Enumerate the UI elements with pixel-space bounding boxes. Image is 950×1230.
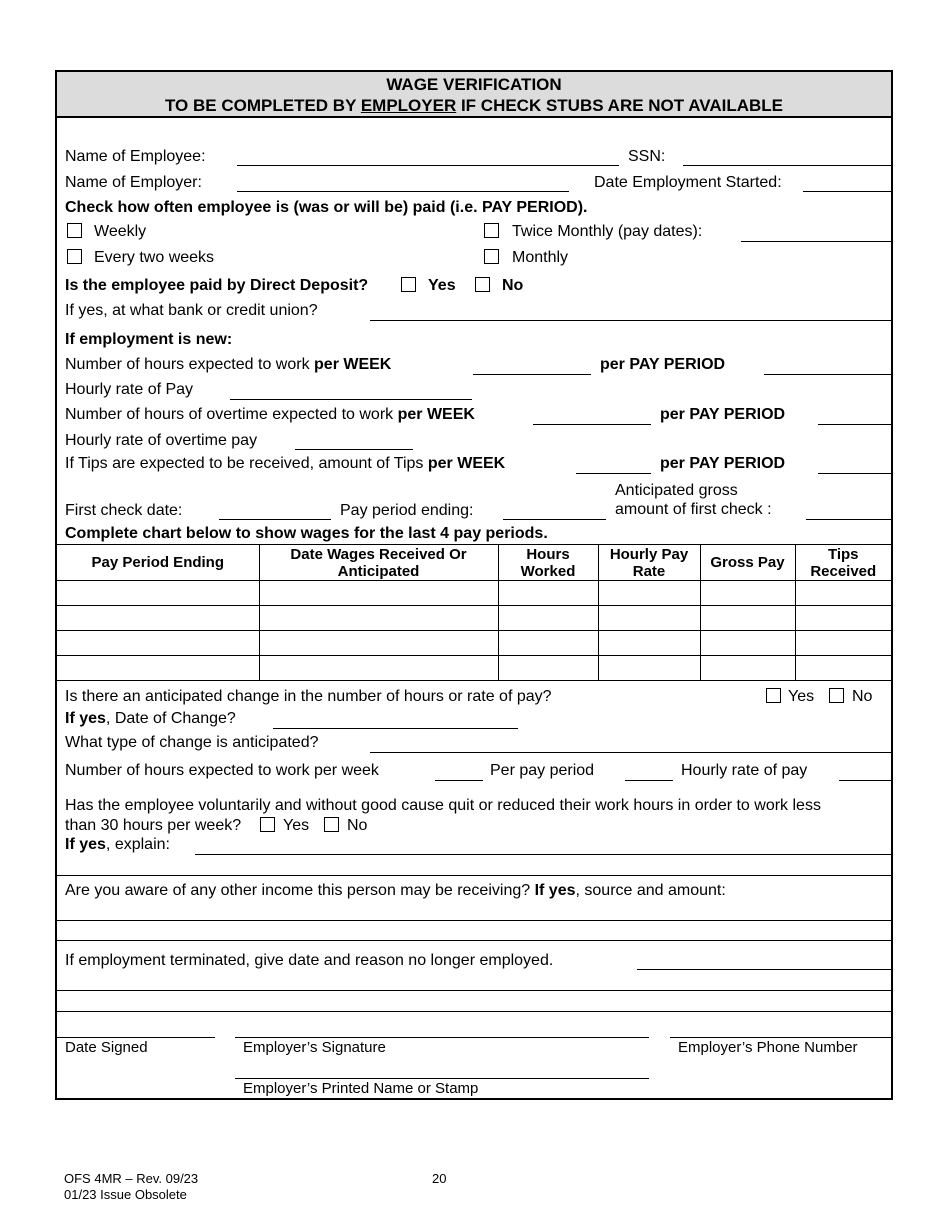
monthly-label: Monthly <box>512 249 569 266</box>
table-cell[interactable] <box>57 606 259 631</box>
page-number: 20 <box>432 1171 447 1186</box>
table-row <box>57 581 891 606</box>
hours-per-pay-period-field[interactable] <box>764 374 891 375</box>
change-hourly-rate-field[interactable] <box>839 780 891 781</box>
table-cell[interactable] <box>598 606 700 631</box>
change-type-label: What type of change is anticipated? <box>65 734 319 751</box>
quit-no-label: No <box>347 817 368 834</box>
tips-per-week-field[interactable] <box>576 473 651 474</box>
chart-heading: Complete chart below to show wages for the last 4 pay periods. <box>65 525 548 542</box>
table-cell[interactable] <box>259 656 498 681</box>
tips-per-pay-period-label: per PAY PERIOD <box>660 455 786 472</box>
table-cell[interactable] <box>795 581 891 606</box>
change-type-field[interactable] <box>370 752 891 753</box>
table-cell[interactable] <box>598 581 700 606</box>
direct-deposit-question: Is the employee paid by Direct Deposit? <box>65 277 369 294</box>
table-cell[interactable] <box>498 581 598 606</box>
other-income-question: Are you aware of any other income this person may be receiving? If yes, source and amount: <box>65 882 726 899</box>
table-cell[interactable] <box>259 631 498 656</box>
col-pay-period-ending: Pay Period Ending <box>57 545 259 581</box>
divider <box>57 940 891 941</box>
table-row <box>57 606 891 631</box>
table-cell[interactable] <box>259 606 498 631</box>
table-cell[interactable] <box>795 606 891 631</box>
table-cell[interactable] <box>598 656 700 681</box>
new-employment-heading: If employment is new: <box>65 331 233 348</box>
table-cell[interactable] <box>700 631 795 656</box>
employer-name-field[interactable] <box>237 191 569 192</box>
hours-per-week-label: Number of hours expected to work per WEEK <box>65 356 392 373</box>
quit-no-checkbox[interactable] <box>324 817 339 832</box>
divider <box>57 1011 891 1012</box>
overtime-per-week-field[interactable] <box>533 424 651 425</box>
date-started-label: Date Employment Started: <box>594 174 782 191</box>
overtime-hours-label: Number of hours of overtime expected to work per WEEK <box>65 406 475 423</box>
table-cell[interactable] <box>598 631 700 656</box>
direct-deposit-yes-checkbox[interactable] <box>401 277 416 292</box>
twice-monthly-label: Twice Monthly (pay dates): <box>512 223 703 240</box>
overtime-per-pay-period-field[interactable] <box>818 424 891 425</box>
change-date-field[interactable] <box>273 728 518 729</box>
tips-label: If Tips are expected to be received, amount of Tips per WEEK <box>65 455 506 472</box>
change-question: Is there an anticipated change in the number of hours or rate of pay? <box>65 688 552 705</box>
obsolete-note: 01/23 Issue Obsolete <box>64 1187 187 1202</box>
weekly-checkbox[interactable] <box>67 223 82 238</box>
ssn-field[interactable] <box>683 165 891 166</box>
form-id: OFS 4MR – Rev. 09/23 <box>64 1171 199 1186</box>
monthly-checkbox[interactable] <box>484 249 499 264</box>
table-cell[interactable] <box>498 631 598 656</box>
change-hours-per-week-label: Number of hours expected to work per week <box>65 762 379 779</box>
quit-question-line2: than 30 hours per week? <box>65 817 242 834</box>
table-cell[interactable] <box>259 581 498 606</box>
anticipated-gross-line1: Anticipated gross <box>615 482 738 499</box>
terminated-question: If employment terminated, give date and reason no longer employed. <box>65 952 554 969</box>
change-per-pay-period-label: Per pay period <box>490 762 595 779</box>
form-title: WAGE VERIFICATION <box>386 75 562 94</box>
change-hours-per-week-field[interactable] <box>435 780 483 781</box>
twice-monthly-dates-field[interactable] <box>741 241 891 242</box>
col-date-wages-received: Date Wages Received Or Anticipated <box>259 545 498 581</box>
col-hourly-pay-rate: Hourly Pay Rate <box>598 545 700 581</box>
bank-field[interactable] <box>370 320 891 321</box>
col-hours-worked: Hours Worked <box>498 545 598 581</box>
quit-question-line1: Has the employee voluntarily and without good cause quit or reduced their work hours in order to work less <box>65 797 821 814</box>
table-row <box>57 656 891 681</box>
change-per-pay-period-field[interactable] <box>625 780 673 781</box>
table-cell[interactable] <box>795 656 891 681</box>
weekly-label: Weekly <box>94 223 147 240</box>
tips-per-pay-period-field[interactable] <box>818 473 891 474</box>
bank-label: If yes, at what bank or credit union? <box>65 302 318 319</box>
table-cell[interactable] <box>57 656 259 681</box>
terminated-field[interactable] <box>637 969 891 970</box>
other-income-field[interactable] <box>57 920 891 921</box>
every-two-weeks-checkbox[interactable] <box>67 249 82 264</box>
wage-verification-form <box>55 70 893 1100</box>
date-started-field[interactable] <box>803 191 891 192</box>
anticipated-gross-line2: amount of first check : <box>615 501 772 518</box>
printed-name-label: Employer’s Printed Name or Stamp <box>243 1080 479 1097</box>
table-cell[interactable] <box>57 581 259 606</box>
direct-deposit-yes-label: Yes <box>428 277 456 294</box>
table-cell[interactable] <box>795 631 891 656</box>
ssn-label: SSN: <box>628 148 666 165</box>
quit-yes-label: Yes <box>283 817 310 834</box>
overtime-rate-field[interactable] <box>295 449 413 450</box>
hours-per-week-field[interactable] <box>473 374 591 375</box>
employer-phone-label: Employer’s Phone Number <box>678 1039 858 1056</box>
col-tips-received: Tips Received <box>795 545 891 581</box>
divider <box>57 875 891 876</box>
hours-per-pay-period-label: per PAY PERIOD <box>600 356 726 373</box>
table-cell[interactable] <box>700 656 795 681</box>
first-check-label: First check date: <box>65 502 183 519</box>
form-header <box>57 72 891 118</box>
employee-name-field[interactable] <box>237 165 619 166</box>
every-two-weeks-label: Every two weeks <box>94 249 215 266</box>
col-gross-pay: Gross Pay <box>700 545 795 581</box>
hourly-rate-field[interactable] <box>230 399 472 400</box>
table-cell[interactable] <box>498 606 598 631</box>
terminated-reason-line[interactable] <box>57 990 891 991</box>
change-no-checkbox[interactable] <box>829 688 844 703</box>
pay-period-ending-field[interactable] <box>503 519 606 520</box>
hourly-rate-label: Hourly rate of Pay <box>65 381 194 398</box>
table-cell[interactable] <box>498 656 598 681</box>
direct-deposit-no-label: No <box>502 277 524 294</box>
pay-frequency-heading: Check how often employee is (was or will be) paid (i.e. PAY PERIOD). <box>65 199 588 216</box>
table-header-row <box>57 545 891 581</box>
employee-name-label: Name of Employee: <box>65 148 206 165</box>
table-cell[interactable] <box>700 581 795 606</box>
table-cell[interactable] <box>700 606 795 631</box>
table-row <box>57 631 891 656</box>
overtime-rate-label: Hourly rate of overtime pay <box>65 432 258 449</box>
wage-chart-table <box>57 544 891 681</box>
quit-yes-checkbox[interactable] <box>260 817 275 832</box>
first-check-field[interactable] <box>219 519 331 520</box>
direct-deposit-no-checkbox[interactable] <box>475 277 490 292</box>
quit-explain-label: If yes, explain: <box>65 836 170 853</box>
employer-emphasis: EMPLOYER <box>360 96 457 115</box>
change-yes-label: Yes <box>788 688 815 705</box>
change-no-label: No <box>852 688 873 705</box>
pay-period-ending-label: Pay period ending: <box>340 502 474 519</box>
change-hourly-rate-label: Hourly rate of pay <box>681 762 808 779</box>
form-subtitle: TO BE COMPLETED BY EMPLOYER IF CHECK STUBS ARE NOT AVAILABLE <box>164 96 784 115</box>
twice-monthly-checkbox[interactable] <box>484 223 499 238</box>
date-signed-label: Date Signed <box>65 1039 148 1056</box>
employer-signature-label: Employer’s Signature <box>243 1039 386 1056</box>
quit-explain-field[interactable] <box>195 854 891 855</box>
change-yes-checkbox[interactable] <box>766 688 781 703</box>
table-cell[interactable] <box>57 631 259 656</box>
overtime-per-pay-period-label: per PAY PERIOD <box>660 406 786 423</box>
anticipated-gross-field[interactable] <box>806 519 891 520</box>
employer-name-label: Name of Employer: <box>65 174 202 191</box>
change-date-label: If yes, Date of Change? <box>65 710 236 727</box>
